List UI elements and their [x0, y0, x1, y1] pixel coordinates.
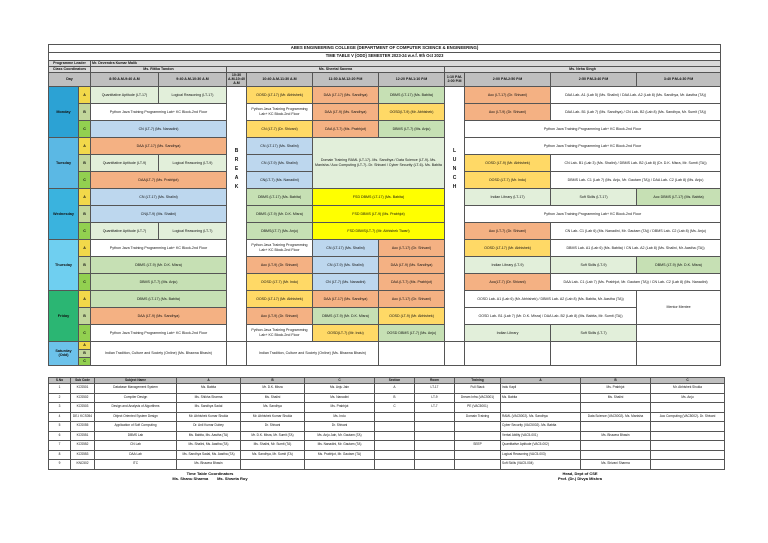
class-cell: Indian Library [465, 324, 551, 341]
class-cell: DAA Lab- C1 (Lab 7) (Ms. Prabhjot, Mr. Gautam (TA)) / CN Lab- C2 (Lab 8) (Ms. Nanadini) [551, 273, 721, 290]
legend-cell: Design and Analysis of Algorithms [95, 403, 177, 413]
legend-cell: 6 [49, 431, 71, 441]
legend-header: Section [375, 378, 415, 384]
day-friday: Friday [49, 290, 79, 341]
legend-cell: Compiler Design [95, 393, 177, 403]
legend-cell: Ms. Anju Jain [305, 384, 375, 394]
timetable-grid [48, 44, 721, 366]
class-cell: DAA (LT-17) (Ms. Sandhya) [313, 290, 379, 307]
legend-row [49, 441, 725, 451]
class-cell: OOSD (LT-7) (Mr. Indu) [247, 273, 313, 290]
class-cell: CN (LT-7) (Ms. Nanadini) [91, 120, 227, 137]
legend-cell: LT-9 [415, 393, 455, 403]
legend-cell: Ms. Anju Jain, Mr. Gautam (TA) [305, 431, 375, 441]
hod-label: Head, Dept of CSE [562, 471, 598, 476]
legend-cell [455, 422, 501, 432]
class-cell: CN (LT-7) (Dr. Shivani) [247, 120, 313, 137]
legend-row [49, 384, 725, 394]
legend-cell [581, 450, 651, 460]
section-a: A [79, 341, 91, 349]
legend-cell [375, 412, 415, 422]
legend-cell: Database Management System [95, 384, 177, 394]
legend-cell: Ms. Sandhya Sadal, Ms. Aastha (TA) [177, 450, 241, 460]
legend-cell: KCS055 [71, 422, 95, 432]
class-cell: OOSD Lab- B1 (Lab 7) (Mr. D.K. Misra) / DAA Lab- B2 (Lab 8) (Ms. Babita, Mr. Sumit (TA)) [465, 307, 637, 324]
time-slot-1: 8:50 A.M-9:40 A.M [91, 73, 159, 87]
legend-cell: C [375, 403, 415, 413]
class-cell: OOSD (LT-9) (Mr. Abhishek) [379, 307, 445, 324]
empty-cell [379, 341, 445, 365]
empty-cell [445, 341, 465, 365]
class-cell: Indian Library (LT-9) [465, 256, 551, 273]
section-c: C [79, 273, 91, 290]
legend-cell [651, 441, 725, 451]
legend-cell: Ms. Shalini [241, 393, 305, 403]
class-cell: Aoc (LT-17) (Dr. Shivani) [379, 290, 445, 307]
legend-cell [415, 412, 455, 422]
class-cell: DAA (LT-17) (Ms. Sandhya) [313, 86, 379, 103]
class-cell: DBMS (LT-17) (Ms. Babita) [91, 290, 227, 307]
class-cell: Aoc (LT-17) (Dr. Shivani) [379, 239, 445, 256]
class-cell: Aoc (LT-9) (Dr. Shivani) [247, 307, 313, 324]
class-cell: CN Lab- C1 (Lab 6) (Ms. Nanadini, Mr. Gautam (TA)) / DBMS Lab- C2 (Lab 8) (Ms. Anju) [551, 222, 721, 239]
legend-cell [375, 460, 415, 470]
domain-training-cell: Domain Training RAML (LT-17)- Ms. Sandhya / Data Science (LT-9)- Ms. Manisha / Aoc Computing (LT-7)- Dr. Shivani / Cyber Security (LT-6)- Ms. Babita [313, 137, 445, 188]
legend-cell: KCS502 [71, 393, 95, 403]
class-cell: FSD DBMS (LT-17) (Ms. Babita) [313, 188, 445, 205]
legend-cell: Ms. Babita [501, 393, 581, 403]
time-slot-9: 2:50 P.M-3:40 P.M [551, 73, 637, 87]
section-b: B [79, 307, 91, 324]
legend-cell [415, 441, 455, 451]
legend-cell: Domain Training [455, 412, 501, 422]
legend-cell [375, 441, 415, 451]
class-cell: Soft Skills (LT-9) [551, 256, 637, 273]
class-cell: DAA (LT-7) (Ms. Prabhjot) [313, 120, 379, 137]
section-a: A [79, 290, 91, 307]
class-cell: Indian Tradition, Culture and Society (Online) (Ms. Bhawna Bhasin) [247, 341, 379, 365]
class-cell: DBMS (LT-9) (Mr. D.K. Misra) [247, 205, 313, 222]
class-cell: CN (LT-9) (Ms. Shalini) [247, 154, 313, 171]
legend-cell: A [375, 384, 415, 394]
timetable-coordinators [150, 471, 270, 481]
section-b: B [79, 256, 91, 273]
break-column: B R E A K [227, 86, 247, 341]
legend-cell: 8 [49, 450, 71, 460]
legend-cell: Mr. Abhishek Kumar Shukla [241, 412, 305, 422]
legend-cell [305, 460, 375, 470]
legend-cell: 9 [49, 460, 71, 470]
section-a: A [79, 86, 91, 103]
legend-cell [501, 403, 581, 413]
legend-cell: Ms. Babita [177, 384, 241, 394]
class-cell: Indian Library (LT-17) [465, 188, 551, 205]
class-cell: Aoc DBMS (LT-17) (Ms. Babita) [637, 188, 721, 205]
class-cell: Python Java Training Programming Lab+ KC Block-2nd Floor [91, 239, 227, 256]
legend-cell: Indu Kapil [501, 384, 581, 394]
class-cell: Quantitative Aptitude (LT-7) [91, 222, 159, 239]
ttc-label: Time Table Coordinators [186, 471, 234, 476]
class-cell: Aoc (LT-9) (Dr. Shivani) [465, 103, 551, 120]
day-header: Day [49, 73, 91, 87]
class-cell: DAA Lab- B1 (Lab 7) (Ms. Sandhya) / CN Lab- B2 (Lab 8) (Ms. Sandhya, Mr. Sumit (TA)) [551, 103, 721, 120]
class-cell: CN (LT-17) (Ms. Shalini) [313, 239, 379, 256]
class-cell: Logical Reasoning (LT-17) [159, 86, 227, 103]
legend-cell: Aoc Computing (VAC5002)- Dr. Shivani [651, 412, 725, 422]
class-cell: DAA (LT-9) (Ms. Sandhya) [313, 103, 379, 120]
class-cell: DBMS (LT-7) (Ms. Anju) [91, 273, 227, 290]
legend-cell [581, 441, 651, 451]
class-cell: OOSD (LT-17) (Mr. Abhishek) [247, 86, 313, 103]
legend-cell [375, 431, 415, 441]
time-slot-5: 11:30 A.M-12:20 P.M [313, 73, 379, 87]
legend-cell: Dr. Shivani [241, 422, 305, 432]
page-subtitle: TIME TABLE V (ODD) SEMESTER 2023-24 w.e.f. 9th Oct 2023 [49, 53, 721, 61]
class-cell: OOSD DBMS (LT-7) (Ms. Anju) [379, 324, 445, 341]
class-cell: DBMS (LT-17) (Ms. Babita) [247, 188, 313, 205]
class-cell: DBMS(LT-7) (Ms. Anju) [247, 222, 313, 239]
legend-cell: Dream Infra (VAC5001) [455, 393, 501, 403]
legend-cell: Cyber Security (VAC5002)- Ms. Babita [501, 422, 581, 432]
legend-cell: Ms. Shalini, Mr. Sumit (TA) [241, 441, 305, 451]
day-wednesday: Wednesday [49, 188, 79, 239]
class-cell: DAA (LT-17) (Ms. Sandhya) [91, 137, 227, 154]
section-b: B [79, 103, 91, 120]
section-a: A [79, 188, 91, 205]
legend-cell: Ms. Prabhjot [581, 384, 651, 394]
legend-header: Room [415, 378, 455, 384]
legend-cell: KCS503 [71, 403, 95, 413]
class-cell: CN(LT-7) (Ms. Nanadini) [247, 171, 313, 188]
section-b: B [79, 205, 91, 222]
timetable-sheet [48, 44, 720, 366]
time-slot-7: 1:10 P.M-2:00 P.M [445, 73, 465, 87]
time-slot-10: 3:40 P.M-4:30 P.M [637, 73, 721, 87]
legend-cell: 2 [49, 393, 71, 403]
legend-cell: KCS501 [71, 384, 95, 394]
legend-cell: KCS552 [71, 441, 95, 451]
time-slot-2: 9:40 A.M-10:30 A.M [159, 73, 227, 87]
day-thursday: Thursday [49, 239, 79, 290]
class-cell: OOSD(LT-9) (Mr. Abhishek) [379, 103, 445, 120]
class-cell: Soft Skills (LT-7) [551, 324, 637, 341]
legend-cell [651, 431, 725, 441]
legend-header: A [177, 378, 241, 384]
legend-cell: Ms. Shalini, Ms. Aastha (TA) [177, 441, 241, 451]
legend-cell: DBMS Lab [95, 431, 177, 441]
class-cell: CN (LT-7) (Ms. Nanadini) [313, 273, 379, 290]
class-cell: Python Java Training Programming Lab+ KC Block-2nd Floor [247, 239, 313, 256]
legend-cell: Quantitative Aptitude (VAC5-002) [501, 441, 581, 451]
legend-cell: Ms. Nanadini [305, 393, 375, 403]
class-cell: DAA (LT-9) (Ms. Sandhya) [379, 256, 445, 273]
legend-cell [455, 460, 501, 470]
legend-row [49, 460, 725, 470]
legend-cell: 1 [49, 384, 71, 394]
class-cell: Python Java Training Programming Lab+ KC Block-2nd Floor [465, 120, 721, 137]
faculty-legend [48, 377, 720, 470]
hod-name: Prof. (Dr.) Divya Mishra [557, 476, 602, 481]
legend-cell [581, 403, 651, 413]
class-cell: Python Java Training Programming Lab+ KC Block-2nd Floor [465, 137, 721, 154]
legend-cell: LT-17 [415, 384, 455, 394]
legend-cell [455, 450, 501, 460]
class-cell: OOSD (LT-17) (Mr. Abhishek) [465, 239, 551, 256]
day-monday: Monday [49, 86, 79, 137]
class-cell: DBMS Lab- C1 (Lab 7) (Ms. Anju, Mr. Gautam (TA)) / DAA Lab- C2 (Lab 8) (Ms. Anju) [551, 171, 721, 188]
legend-cell [415, 460, 455, 470]
time-slot-6: 12:20 P.M-1:10 P.M [379, 73, 445, 87]
legend-header: C [651, 378, 725, 384]
class-cell: OOSD (LT-7) (Mr. Indu) [465, 171, 551, 188]
legend-cell: ITC [95, 460, 177, 470]
class-cell: Soft Skills (LT-17) [551, 188, 637, 205]
legend-cell: Ms. Sandhya Sadal [177, 403, 241, 413]
class-cell: DAA (LT-7) (Ms. Prabhjot) [379, 273, 445, 290]
class-cell: DBMS Lab- A1 (Lab 6) (Ms. Babita) / CN Lab- A2 (Lab 8) (Ms. Shalini, Mr. Aastha (TA)) [551, 239, 721, 256]
legend-row [49, 393, 725, 403]
legend-cell: Full Stack [455, 384, 501, 394]
legend-header: S.No [49, 378, 71, 384]
legend-row [49, 412, 725, 422]
legend-header: Subject Name [95, 378, 177, 384]
legend-cell: KCS551 [71, 431, 95, 441]
legend-cell: Ms. Shivani Sharma [581, 460, 651, 470]
ttc-names: Ms. Shanu Sharma Ms. Shweta Roy [172, 476, 248, 481]
legend-cell: Ms. Babita, Ms. Aastha (TA) [177, 431, 241, 441]
legend-cell: DE-I KCS054 [71, 412, 95, 422]
legend-header: Training [455, 378, 501, 384]
legend-cell: LT-7 [415, 403, 455, 413]
empty-cell [551, 341, 637, 365]
class-cell: FSD DBMS (LT-9) (Ms. Prabhjot) [313, 205, 445, 222]
legend-cell: 7 [49, 441, 71, 451]
class-cell: CN (LT-17) (Ms. Shalini) [91, 188, 227, 205]
legend-cell [375, 422, 415, 432]
programme-leader-label: Programme Leader [49, 61, 91, 67]
legend-cell: Ms. Shikha Sharma [177, 393, 241, 403]
legend-header: B [581, 378, 651, 384]
section-a: A [79, 137, 91, 154]
time-slot-4: 10:40 A.M-11:30 A.M [247, 73, 313, 87]
legend-cell: Application of Soft Computing [95, 422, 177, 432]
class-cell: CN (LT-17) (Ms. Shalini) [247, 137, 313, 154]
class-cell: Logical Reasoning (LT-7) [159, 222, 227, 239]
legend-row [49, 403, 725, 413]
legend-cell [455, 431, 501, 441]
legend-cell: Verbal Ability (VAC5-001) [501, 431, 581, 441]
legend-cell: Dr. Shivani [305, 422, 375, 432]
legend-header: C [305, 378, 375, 384]
class-cell: FSD DBMS(LT-7) (Mr. Abhishek Tiwari) [313, 222, 445, 239]
legend-cell [581, 422, 651, 432]
section-b: B [79, 154, 91, 171]
legend-cell: Object Oriented System Design [95, 412, 177, 422]
legend-cell: Mr. D.K. Misra, Mr. Sumit (TA) [241, 431, 305, 441]
class-cell: DBMS (LT-9) (Mr. D.K. Misra) [91, 256, 227, 273]
class-cell: OOSD(LT-7) (Mr. Indu) [313, 324, 379, 341]
head-of-department [520, 471, 640, 481]
legend-row [49, 450, 725, 460]
coordinator-a: Ms. Ritika Tandon [91, 67, 227, 73]
class-cell: CN (LT-9) (Ms. Shalini) [313, 256, 379, 273]
class-cell: Indian Tradition, Culture and Society (Online) (Ms. Bhawna Bhasin) [91, 341, 227, 365]
class-cell: Python Java Training Programming Lab+ KC Block-2nd Floor [247, 324, 313, 341]
class-cell: Python Java Training Programming Lab+ KC Block-2nd Floor [465, 205, 721, 222]
legend-cell: Ms. Sandhya, Mr. Sumit (TA) [241, 450, 305, 460]
legend-cell [415, 431, 455, 441]
legend-cell: 3 [49, 403, 71, 413]
section-c: C [79, 120, 91, 137]
legend-header: A [501, 378, 581, 384]
lunch-column: L U N C H [445, 86, 465, 341]
class-cell: Aoc (LT-9) (Dr. Shivani) [247, 256, 313, 273]
class-cell: DBMS (LT-7) (Ms. Anju) [379, 120, 445, 137]
legend-table [48, 377, 725, 470]
section-c: C [79, 171, 91, 188]
time-slot-8: 2:00 P.M-2:50 P.M [465, 73, 551, 87]
empty-cell [465, 341, 551, 365]
class-cell: DAA(LT-7) (Ms. Prabhjot) [91, 171, 227, 188]
legend-cell [651, 422, 725, 432]
legend-cell [651, 450, 725, 460]
class-cell: DBMS (LT-9) (Mr. D.K. Misra) [637, 256, 721, 273]
class-cell: Python Java Training Programming Lab+ KC Block-2nd Floor [91, 324, 227, 341]
section-b: B [79, 349, 91, 357]
mentor-mentee-cell: Mentor Mentee [637, 290, 721, 324]
class-cell: Python Java Training Programming Lab+ KC Block-2nd Floor [247, 103, 313, 120]
legend-cell: B [375, 393, 415, 403]
legend-cell [415, 422, 455, 432]
legend-cell: KCS553 [71, 450, 95, 460]
legend-cell [375, 450, 415, 460]
legend-header: Sub Code [71, 378, 95, 384]
legend-cell: SEEP [455, 441, 501, 451]
legend-row [49, 422, 725, 432]
legend-cell: RAML (VAC5002)- Ms. Sandhya [501, 412, 581, 422]
class-cell: Aoc(LT-7) (Dr. Shivani) [465, 273, 551, 290]
section-c: C [79, 324, 91, 341]
legend-cell: Ms. Bhawna Bhasin [581, 431, 651, 441]
legend-cell: 4 [49, 412, 71, 422]
legend-cell: Mr. D.K. Misra [241, 384, 305, 394]
class-cell: DAA (LT-9) (Ms. Sandhya) [91, 307, 227, 324]
legend-cell: Dr. Anil Kumar Dubey [177, 422, 241, 432]
class-cell: CN Lab- B1 (Lab 3) (Ms. Shalini) / DBMS Lab- B2 (Lab 8) (Dr. D.K. Misra, Mr. Sumit (TA)) [551, 154, 721, 171]
class-cell: OOSD (LT-9) (Mr. Abhishek) [465, 154, 551, 171]
legend-header: B [241, 378, 305, 384]
legend-cell: Ms. Shalini [581, 393, 651, 403]
legend-cell: Ms. Prabhjot [305, 403, 375, 413]
section-a: A [79, 239, 91, 256]
legend-cell: Mr. Abhishek Shukla [651, 384, 725, 394]
class-cell: DBMS (LT-17) (Ms. Babita) [379, 86, 445, 103]
class-cell: DAA Lab- A1 (Lab 5) (Ms. Shalini) / DAA Lab- A2 (Lab 8) (Ms. Sandhya, Mr. Aastha (TA)) [551, 86, 721, 103]
legend-cell: 5 [49, 422, 71, 432]
coordinator-b: Ms. Sheetal Saxena [227, 67, 445, 73]
legend-cell: Ms. Prabhjot, Mr. Gautam (TA) [305, 450, 375, 460]
page-title: ABES ENGINEERING COLLEGE (DEPARTMENT OF COMPUTER SCIENCE & ENGINEERING) [49, 45, 721, 53]
legend-cell [651, 403, 725, 413]
class-cell: Quantitative Aptitude (LT-9) [91, 154, 159, 171]
day-saturday: Saturday (Odd) [49, 341, 79, 365]
class-cell: OOSD Lab- A1 (Lab 6) (Mr. Abhishek) / DBMS Lab- A2 (Lab 8) (Ms. Babita, Mr. Aastha (TA)) [465, 290, 637, 307]
class-cell: Logical Reasoning (LT-9) [159, 154, 227, 171]
time-slot-3: 10:30 A.M-10:40 A.M [228, 73, 245, 86]
class-cell: Python Java Training Programming Lab+ KC Block-2nd Floor [91, 103, 227, 120]
legend-cell: Ms. Bhawna Bhasin [177, 460, 241, 470]
day-tuesday: Tuesday [49, 137, 79, 188]
class-coordinators-label: Class Coordinators [49, 67, 91, 73]
class-cell: Quantitative Aptitude (LT-17) [91, 86, 159, 103]
coordinator-c: Ms. Neha Singh [445, 67, 721, 73]
legend-cell: Logical Reasoning (VAC5-003) [501, 450, 581, 460]
legend-cell: KNC502 [71, 460, 95, 470]
section-c: C [79, 357, 91, 365]
empty-cell [637, 324, 721, 341]
legend-cell: Ms. Anju [651, 393, 725, 403]
legend-cell [415, 450, 455, 460]
class-cell: DBMS (LT-9) (Mr. D.K. Misra) [313, 307, 379, 324]
legend-cell: Ms. Sandhya [241, 403, 305, 413]
class-cell: Aoc (LT-7) (Dr. Shivani) [465, 222, 551, 239]
empty-cell [637, 341, 721, 365]
empty-cell [227, 341, 247, 365]
legend-cell: Soft Skills (VAC5-004) [501, 460, 581, 470]
legend-cell [651, 460, 725, 470]
section-c: C [79, 222, 91, 239]
class-cell: OOSD (LT-17) (Mr. Abhishek) [247, 290, 313, 307]
legend-cell: Data Science (VAC5002)- Ms. Manisha [581, 412, 651, 422]
legend-cell [241, 460, 305, 470]
legend-cell: CN Lab [95, 441, 177, 451]
legend-cell: Mr. Abhishek Kumar Shukla [177, 412, 241, 422]
legend-cell: Ms. Nanadini, Mr. Gautam (TA) [305, 441, 375, 451]
legend-cell: DAA Lab [95, 450, 177, 460]
legend-cell: PE (VAC5001) [455, 403, 501, 413]
programme-leader: Mr. Devendra Kumar Malik [91, 61, 721, 67]
legend-row [49, 431, 725, 441]
class-cell: Aoc (LT-17) (Dr. Shivani) [465, 86, 551, 103]
legend-cell: Ms. Indu [305, 412, 375, 422]
class-cell: CN(LT-9) (Ms. Shalini) [91, 205, 227, 222]
